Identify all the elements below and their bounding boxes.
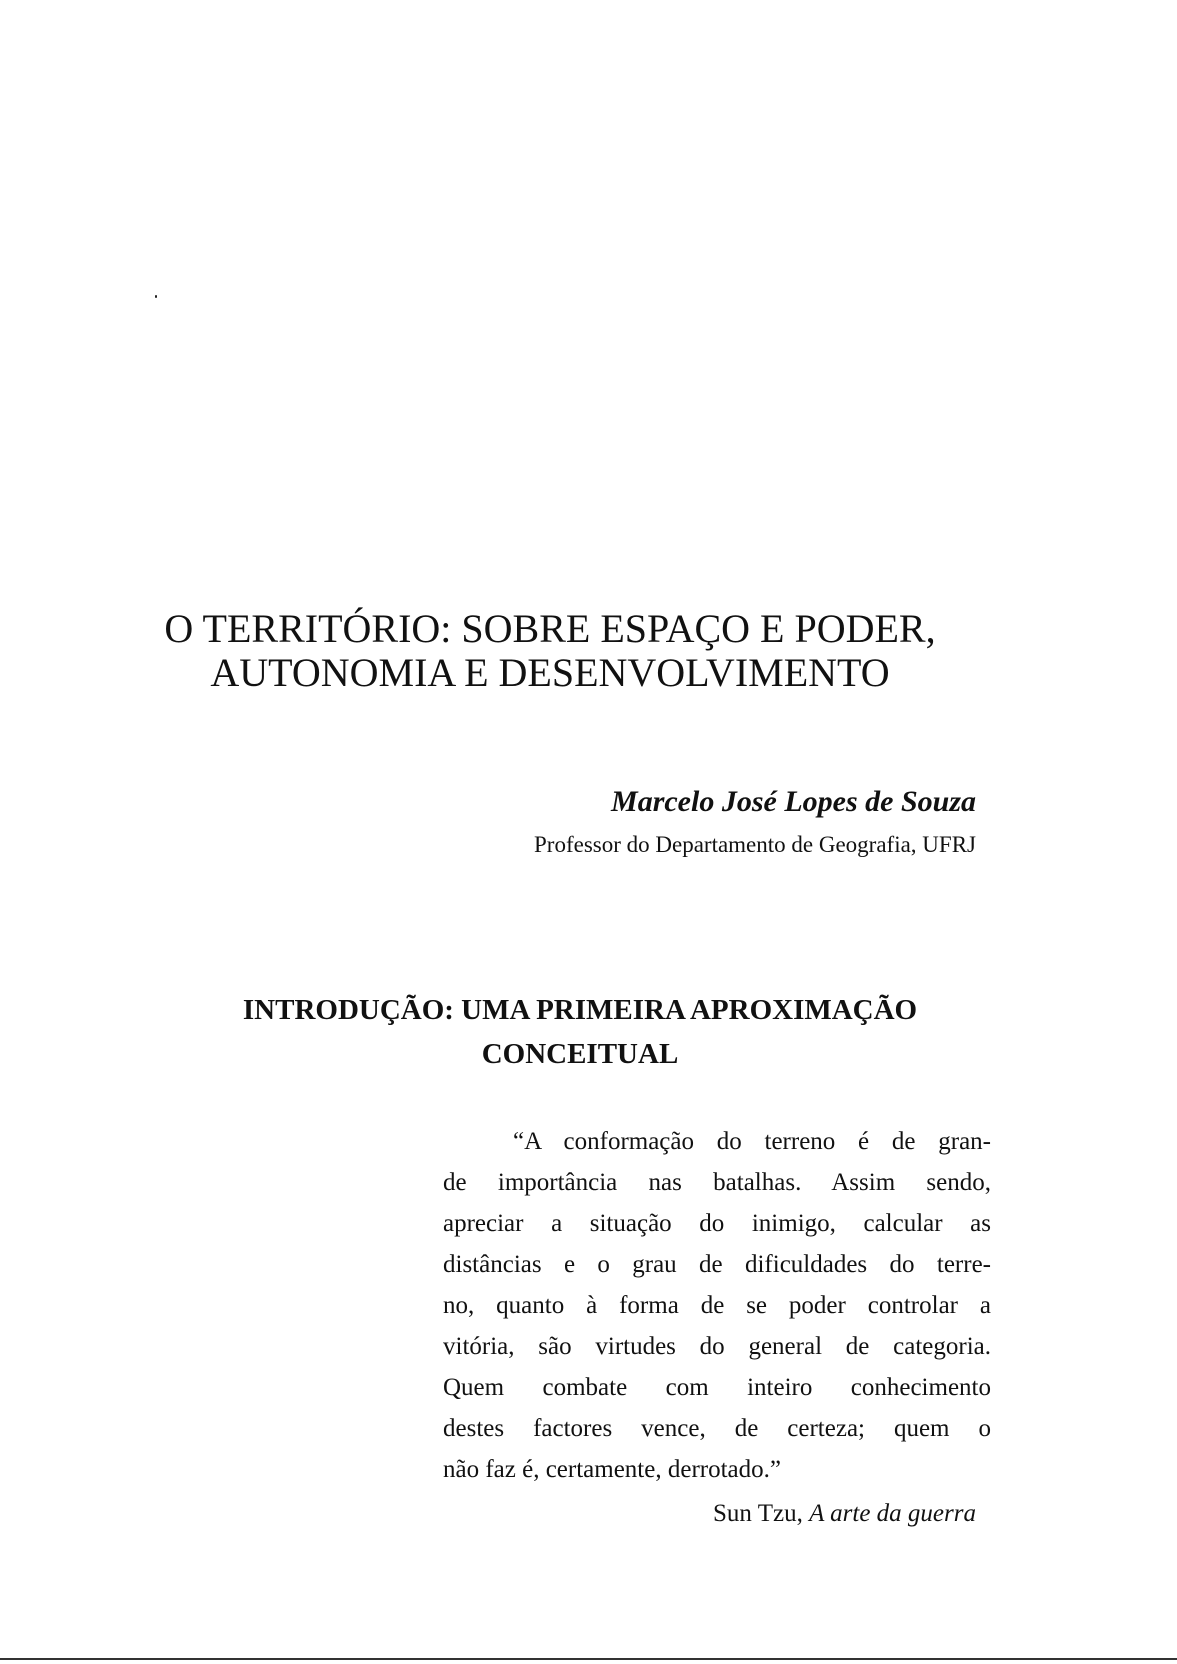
epigraph-line: não faz é, certamente, derrotado.” bbox=[443, 1456, 781, 1483]
section-heading-line-2: CONCEITUAL bbox=[481, 1038, 679, 1070]
epigraph-line: no, quanto à forma de se poder controlar a bbox=[443, 1292, 991, 1319]
scan-bottom-edge bbox=[0, 1658, 1177, 1660]
chapter-title-line-2: AUTONOMIA E DESENVOLVIMENTO bbox=[210, 650, 890, 695]
epigraph-line: “A conformação do terreno é de gran- bbox=[513, 1128, 991, 1155]
section-heading bbox=[180, 988, 980, 1076]
epigraph-line: apreciar a situação do inimigo, calcular as bbox=[443, 1210, 991, 1237]
chapter-title bbox=[150, 607, 950, 695]
attribution-author: Sun Tzu, bbox=[713, 1500, 803, 1527]
epigraph-line: Quem combate com inteiro conhecimento bbox=[443, 1374, 991, 1401]
section-heading-line-1: INTRODUÇÃO: UMA PRIMEIRA APROXIMAÇÃO bbox=[242, 994, 918, 1026]
epigraph-line: destes factores vence, de certeza; quem o bbox=[443, 1415, 991, 1442]
author-affiliation: Professor do Departamento de Geografia, UFRJ bbox=[534, 832, 976, 857]
chapter-title-line-1: O TERRITÓRIO: SOBRE ESPAÇO E PODER, bbox=[164, 606, 936, 651]
epigraph-line: vitória, são virtudes do general de categoria. bbox=[443, 1333, 991, 1360]
attribution-work: A arte da guerra bbox=[809, 1500, 976, 1527]
epigraph-line: de importância nas batalhas. Assim sendo, bbox=[443, 1169, 991, 1196]
author-name: Marcelo José Lopes de Souza bbox=[611, 785, 976, 818]
epigraph-attribution bbox=[600, 1500, 976, 1528]
epigraph-quote bbox=[443, 1121, 991, 1490]
scan-speck bbox=[155, 295, 157, 298]
epigraph-line: distâncias e o grau de dificuldades do terre- bbox=[443, 1251, 991, 1278]
